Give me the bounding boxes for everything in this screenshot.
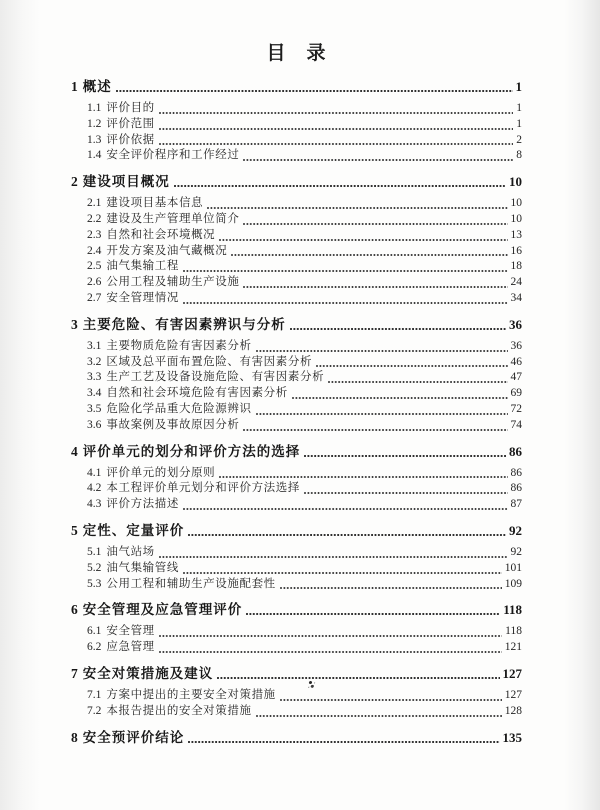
toc-item-row <box>71 640 522 656</box>
toc-item-row <box>71 545 522 561</box>
toc-item-title: 评价目的 <box>106 102 155 114</box>
toc-chapter-number: 3 <box>71 316 78 332</box>
toc-item-title: 建设项目基本信息 <box>106 197 204 210</box>
toc-item-page: 34 <box>510 291 522 304</box>
toc-item-row <box>71 291 522 307</box>
dotted-leader <box>188 741 499 743</box>
toc-item-number: 3.2 <box>87 355 102 368</box>
dotted-leader <box>304 455 506 457</box>
toc-item-title: 安全评价程序和工作经过 <box>106 149 240 162</box>
toc-chapter-title: 安全对策措施及建议 <box>82 665 214 681</box>
toc-item-title: 安全管理 <box>106 625 155 638</box>
toc-chapter-title: 安全预评价结论 <box>82 729 185 745</box>
toc-item-title: 本报告提出的安全对策措施 <box>106 704 252 717</box>
toc-item-title: 开发方案及油气藏概况 <box>106 244 228 257</box>
toc-item-row <box>71 228 522 244</box>
dotted-leader <box>116 90 513 92</box>
table-of-contents <box>71 78 522 747</box>
toc-item-title: 应急管理 <box>106 641 155 654</box>
toc-item-number: 2.1 <box>87 197 102 210</box>
toc-item-number: 2.3 <box>87 228 102 241</box>
toc-chapter-row <box>71 173 522 191</box>
toc-item-number: 4.2 <box>87 482 102 495</box>
toc-item-title: 建设及生产管理单位简介 <box>106 212 240 225</box>
toc-section <box>71 665 522 720</box>
toc-chapter-row <box>71 443 522 461</box>
toc-chapter-title: 定性、定量评价 <box>82 522 185 538</box>
toc-chapter-title: 建设项目概况 <box>82 174 170 190</box>
toc-item-number: 2.2 <box>87 212 102 225</box>
toc-item-row <box>71 577 522 593</box>
toc-item-title: 方案中提出的主要安全对策措施 <box>106 688 276 701</box>
toc-item-title: 油气集输管线 <box>106 561 179 574</box>
toc-chapter-title: 概述 <box>82 79 112 94</box>
dotted-leader <box>290 328 506 330</box>
toc-content <box>71 0 522 752</box>
toc-item-row <box>71 497 522 513</box>
toc-section-items <box>71 624 522 656</box>
toc-item-page: 74 <box>510 418 522 431</box>
dotted-leader <box>280 587 502 589</box>
dotted-leader <box>292 397 508 399</box>
toc-item-page: 87 <box>510 498 522 511</box>
toc-item-row <box>71 624 522 640</box>
toc-section-items <box>71 339 522 434</box>
dotted-leader <box>219 476 507 478</box>
dotted-leader <box>183 508 508 510</box>
toc-item-number: 7.2 <box>87 704 102 717</box>
toc-chapter-row <box>71 601 522 619</box>
dotted-leader <box>159 143 513 145</box>
toc-item-page: 13 <box>510 228 522 241</box>
toc-item-number: 6.1 <box>87 625 102 638</box>
toc-chapter-title: 评价单元的划分和评价方法的选择 <box>82 443 301 459</box>
toc-item-row <box>71 370 522 386</box>
dotted-leader <box>159 128 513 130</box>
toc-chapter-number: 5 <box>71 522 78 538</box>
dotted-leader <box>256 413 508 415</box>
toc-chapter-row <box>71 665 522 683</box>
toc-item-number: 2.6 <box>87 276 102 289</box>
dotted-leader <box>243 429 507 431</box>
toc-chapter-number: 6 <box>71 602 78 618</box>
toc-item-row <box>71 704 522 720</box>
toc-item-title: 事故案例及事故原因分析 <box>106 418 240 431</box>
toc-item-title: 公用工程和辅助生产设施配套性 <box>106 577 276 590</box>
toc-item-title: 评价方法描述 <box>106 498 179 511</box>
toc-chapter-number: 1 <box>71 79 78 94</box>
toc-item-page: 10 <box>510 197 522 210</box>
toc-item-page: 92 <box>510 545 522 558</box>
dotted-leader <box>304 492 508 494</box>
dotted-leader <box>183 572 502 574</box>
toc-item-row <box>71 117 522 133</box>
toc-item-row <box>71 212 522 228</box>
toc-item-row <box>71 418 522 434</box>
toc-section <box>71 316 522 434</box>
dotted-leader <box>280 699 502 701</box>
toc-section <box>71 443 522 513</box>
dotted-leader <box>159 651 502 653</box>
toc-chapter-number: 4 <box>71 443 78 459</box>
toc-section-items <box>71 688 522 720</box>
toc-chapter-row <box>71 78 522 96</box>
toc-item-number: 1.4 <box>87 149 102 162</box>
toc-chapter-title: 主要危险、有害因素辨识与分析 <box>82 316 286 332</box>
toc-item-row <box>71 148 522 164</box>
toc-item-number: 1.1 <box>87 102 102 114</box>
toc-item-page: 128 <box>504 704 522 717</box>
toc-item-row <box>71 133 522 149</box>
toc-item-number: 3.4 <box>87 387 102 400</box>
toc-item-row <box>71 386 522 402</box>
toc-item-page: 8 <box>516 149 522 162</box>
toc-chapter-page: 135 <box>502 729 522 745</box>
toc-section <box>71 522 522 592</box>
toc-item-number: 4.3 <box>87 498 102 511</box>
toc-item-page: 18 <box>510 260 522 273</box>
dotted-leader <box>159 556 508 558</box>
toc-item-row <box>71 244 522 260</box>
toc-item-page: 69 <box>510 387 522 400</box>
toc-item-title: 危险化学品重大危险源辨识 <box>106 402 252 415</box>
toc-item-row <box>71 339 522 355</box>
toc-section <box>71 173 522 307</box>
toc-chapter-number: 2 <box>71 174 78 190</box>
toc-chapter-number: 8 <box>71 729 78 745</box>
toc-item-row <box>71 275 522 291</box>
toc-section <box>71 78 522 164</box>
toc-item-title: 自然和社会环境概况 <box>106 228 216 241</box>
dotted-leader <box>159 112 513 114</box>
toc-item-row <box>71 561 522 577</box>
toc-chapter-page: 10 <box>509 174 522 190</box>
toc-chapter-page: 86 <box>509 443 522 459</box>
dotted-leader <box>174 185 506 187</box>
toc-item-title: 公用工程及辅助生产设施 <box>106 276 240 289</box>
toc-item-page: 2 <box>516 133 522 146</box>
toc-item-title: 评价范围 <box>106 117 155 130</box>
toc-item-number: 4.1 <box>87 466 102 479</box>
toc-item-title: 主要物质危险有害因素分析 <box>106 339 252 352</box>
toc-section-items <box>71 545 522 592</box>
toc-item-number: 1.2 <box>87 117 102 130</box>
dotted-leader <box>188 534 506 536</box>
toc-item-page: 36 <box>510 339 522 352</box>
toc-chapter-page: 127 <box>502 665 522 681</box>
toc-item-title: 评价依据 <box>106 133 155 146</box>
dotted-leader <box>207 207 507 209</box>
toc-section-items <box>71 101 522 164</box>
toc-section <box>71 729 522 747</box>
dotted-leader <box>219 239 507 241</box>
toc-item-page: 118 <box>505 625 522 638</box>
toc-item-number: 3.1 <box>87 339 102 352</box>
dotted-leader <box>243 223 507 225</box>
toc-chapter-number: 7 <box>71 665 78 681</box>
dotted-leader <box>256 715 502 717</box>
dotted-leader <box>316 365 507 367</box>
toc-section-items <box>71 466 522 513</box>
toc-item-row <box>71 259 522 275</box>
toc-item-row <box>71 688 522 704</box>
toc-item-number: 5.1 <box>87 545 102 558</box>
toc-chapter-row <box>71 522 522 540</box>
toc-item-title: 评价单元的划分原则 <box>106 466 216 479</box>
toc-item-title: 本工程评价单元划分和评价方法选择 <box>106 482 300 495</box>
toc-item-page: 86 <box>510 482 522 495</box>
toc-item-row <box>71 196 522 212</box>
toc-item-page: 10 <box>510 212 522 225</box>
toc-item-title: 安全管理情况 <box>106 291 179 304</box>
toc-item-row <box>71 402 522 418</box>
toc-item-page: 1 <box>516 117 522 130</box>
toc-item-page: 101 <box>504 561 522 574</box>
toc-item-row <box>71 466 522 482</box>
toc-item-title: 区域及总平面布置危险、有害因素分析 <box>106 355 313 368</box>
toc-section-items <box>71 196 522 307</box>
toc-item-row <box>71 101 522 117</box>
toc-chapter-row <box>71 316 522 334</box>
toc-item-page: 47 <box>510 371 522 384</box>
toc-chapter-page: 36 <box>509 316 522 332</box>
toc-item-number: 3.3 <box>87 371 102 384</box>
toc-item-number: 2.4 <box>87 244 102 257</box>
toc-item-number: 3.6 <box>87 418 102 431</box>
toc-item-number: 7.1 <box>87 688 102 701</box>
toc-chapter-page: 118 <box>503 602 522 618</box>
dotted-leader <box>256 350 508 352</box>
toc-item-title: 自然和社会环境危险有害因素分析 <box>106 387 288 400</box>
dotted-leader <box>183 270 508 272</box>
dotted-leader <box>328 381 507 383</box>
toc-chapter-page: 92 <box>509 522 522 538</box>
toc-item-row <box>71 355 522 371</box>
toc-item-page: 72 <box>510 402 522 415</box>
page-title: 目 录 <box>266 43 327 64</box>
dotted-leader <box>243 286 507 288</box>
toc-item-page: 121 <box>504 641 522 654</box>
dotted-leader <box>217 677 499 679</box>
scan-edge-shadow-left <box>0 0 40 810</box>
scan-edge-shadow-right <box>564 0 600 810</box>
toc-item-number: 3.5 <box>87 402 102 415</box>
toc-item-number: 6.2 <box>87 641 102 654</box>
toc-chapter-row <box>71 729 522 747</box>
toc-item-title: 生产工艺及设备设施危险、有害因素分析 <box>106 371 325 384</box>
toc-item-number: 5.3 <box>87 577 102 590</box>
toc-item-row <box>71 481 522 497</box>
toc-item-page: 127 <box>504 688 522 701</box>
toc-item-title: 油气站场 <box>106 545 155 558</box>
dotted-leader <box>231 254 507 256</box>
toc-item-page: 46 <box>510 355 522 368</box>
dotted-leader <box>159 635 502 637</box>
toc-item-title: 油气集输工程 <box>106 260 179 273</box>
toc-chapter-title: 安全管理及应急管理评价 <box>82 602 243 618</box>
dotted-leader <box>243 159 513 161</box>
toc-chapter-page: 1 <box>515 79 522 94</box>
toc-item-number: 1.3 <box>87 133 102 146</box>
toc-item-page: 86 <box>510 466 522 479</box>
toc-item-page: 24 <box>510 276 522 289</box>
toc-section <box>71 601 522 656</box>
toc-item-number: 5.2 <box>87 561 102 574</box>
toc-item-number: 2.7 <box>87 291 102 304</box>
toc-item-number: 2.5 <box>87 260 102 273</box>
toc-item-page: 16 <box>510 244 522 257</box>
toc-item-page: 109 <box>504 577 522 590</box>
dotted-leader <box>246 613 500 615</box>
dotted-leader <box>183 302 508 304</box>
toc-item-page: 1 <box>516 102 522 114</box>
